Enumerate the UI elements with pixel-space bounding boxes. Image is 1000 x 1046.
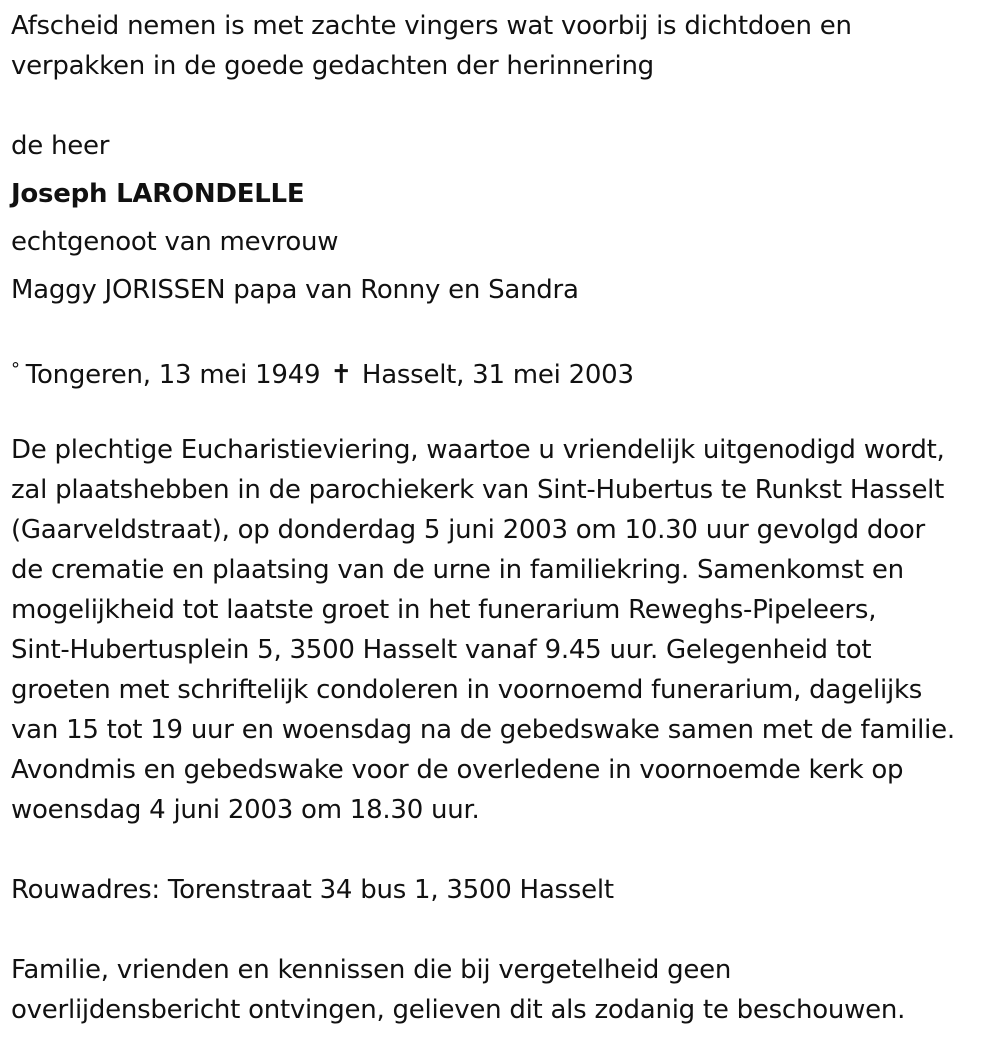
spacer: [11, 390, 996, 430]
ceremony-line: woensdag 4 juni 2003 om 18.30 uur.: [11, 795, 480, 825]
honorific: de heer: [11, 131, 110, 161]
ceremony-line: Avondmis en gebedswake voor de overledene in voornoemde kerk op: [11, 755, 904, 785]
spacer: [11, 310, 996, 350]
spacer: [11, 262, 996, 270]
closing-line-2: overlijdensbericht ontvingen, gelieven dit als zodanig te beschouwen.: [11, 995, 906, 1025]
ceremony-line: mogelijkheid tot laatste groet in het funerarium Reweghs-Pipeleers,: [11, 595, 877, 625]
ceremony-line: van 15 tot 19 uur en woensdag na de gebedswake samen met de familie.: [11, 715, 955, 745]
quote-block: [11, 6, 996, 86]
ceremony-line: Sint-Hubertusplein 5, 3500 Hasselt vanaf 9.45 uur. Gelegenheid tot: [11, 635, 872, 665]
ceremony-block: [11, 430, 996, 830]
closing-line-1: Familie, vrienden en kennissen die bij vergetelheid geen: [11, 955, 732, 985]
person-block: [11, 126, 996, 310]
spacer: [11, 830, 996, 870]
obituary-notice: [11, 6, 996, 1030]
ceremony-line: (Gaarveldstraat), op donderdag 5 juni 2003 om 10.30 uur gevolgd door: [11, 515, 925, 545]
spacer: [11, 166, 996, 174]
spacer: [11, 86, 996, 126]
spacer: [11, 214, 996, 222]
birth-symbol: °: [11, 359, 20, 380]
life-dates: [11, 350, 996, 390]
mourning-address: Rouwadres: Torenstraat 34 bus 1, 3500 Hasselt: [11, 875, 614, 905]
death-date: Hasselt, 31 mei 2003: [361, 360, 634, 390]
quote-line-2: verpakken in de goede gedachten der herinnering: [11, 51, 654, 81]
ceremony-line: zal plaatshebben in de parochiekerk van Sint-Hubertus te Runkst Hasselt: [11, 475, 945, 505]
relation-line-2: Maggy JORISSEN papa van Ronny en Sandra: [11, 275, 579, 305]
ceremony-line: groeten met schriftelijk condoleren in voornoemd funerarium, dagelijks: [11, 675, 923, 705]
ceremony-line: De plechtige Eucharistieviering, waartoe u vriendelijk uitgenodigd wordt,: [11, 435, 945, 465]
quote-line-1: Afscheid nemen is met zachte vingers wat voorbij is dichtdoen en: [11, 11, 852, 41]
ceremony-line: de crematie en plaatsing van de urne in familiekring. Samenkomst en: [11, 555, 904, 585]
closing-block: [11, 950, 996, 1030]
relation-line-1: echtgenoot van mevrouw: [11, 227, 339, 257]
spacer: [11, 910, 996, 950]
cross-icon: ✝: [330, 360, 352, 390]
deceased-name: Joseph LARONDELLE: [11, 179, 305, 209]
birth-date: Tongeren, 13 mei 1949: [25, 360, 321, 390]
